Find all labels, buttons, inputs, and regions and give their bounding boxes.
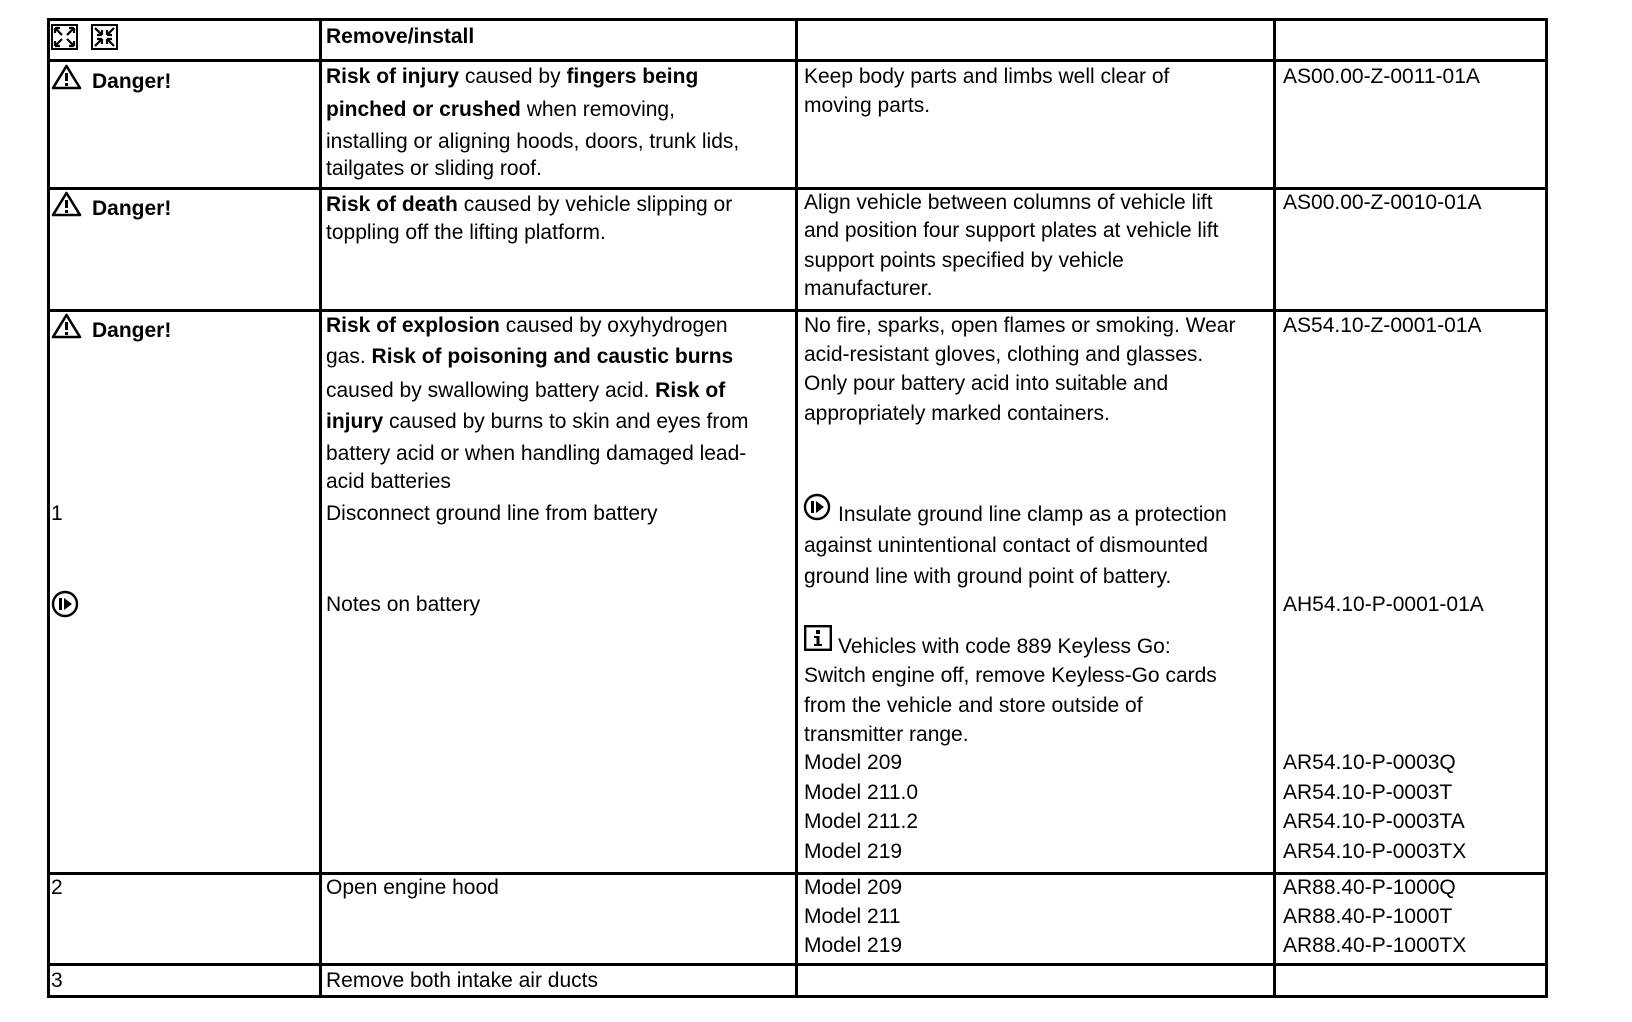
model-label: Model 209 (804, 751, 903, 774)
risk-line: Risk of injury caused by fingers being (326, 65, 699, 88)
doc-reference-link[interactable]: AR88.40-P-1000T (1283, 905, 1453, 928)
model-label: Model 219 (804, 840, 903, 863)
step-text: Open engine hood (326, 876, 499, 899)
info-icon (804, 625, 832, 651)
measure-line: No fire, sparks, open flames or smoking. Wear (804, 314, 1236, 337)
column-divider (795, 21, 798, 995)
info-line: transmitter range. (804, 723, 969, 746)
info-line: from the vehicle and store outside of (804, 694, 1143, 717)
risk-line: battery acid or when handling damaged lead- (326, 442, 747, 465)
step-number: 1 (51, 502, 63, 525)
doc-reference-link[interactable]: AS54.10-Z-0001-01A (1283, 314, 1482, 337)
measure-line: appropriately marked containers. (804, 402, 1110, 425)
note-arrow-icon[interactable] (51, 590, 79, 618)
doc-reference-link[interactable]: AH54.10-P-0001-01A (1283, 593, 1484, 616)
risk-line: Risk of death caused by vehicle slipping or (326, 193, 733, 216)
measure-line: Align vehicle between columns of vehicle lift (804, 191, 1213, 214)
risk-line: injury caused by burns to skin and eyes from (326, 410, 749, 433)
doc-reference-link[interactable]: AR88.40-P-1000TX (1283, 934, 1467, 957)
risk-line: caused by swallowing battery acid. Risk of (326, 379, 726, 402)
risk-line: acid batteries (326, 470, 451, 493)
step-number: 2 (51, 876, 63, 899)
danger-label: Danger! (92, 197, 172, 220)
model-label: Model 209 (804, 876, 903, 899)
step-text: Disconnect ground line from battery (326, 502, 658, 525)
warning-triangle-icon (51, 313, 82, 339)
doc-reference-link[interactable]: AR54.10-P-0003TX (1283, 840, 1467, 863)
model-label: Model 211.2 (804, 810, 919, 833)
model-label: Model 211.0 (804, 781, 919, 804)
collapse-arrows-icon[interactable] (91, 24, 118, 50)
risk-line: gas. Risk of poisoning and caustic burns (326, 345, 734, 368)
info-line: Vehicles with code 889 Keyless Go: (838, 635, 1171, 658)
expand-arrows-icon[interactable] (51, 24, 78, 50)
doc-reference-link[interactable]: AR54.10-P-0003TA (1283, 810, 1465, 833)
note-line: Insulate ground line clamp as a protection (838, 503, 1227, 526)
measure-line: manufacturer. (804, 277, 933, 300)
note-arrow-icon (803, 493, 831, 521)
doc-reference-link[interactable]: AR88.40-P-1000Q (1283, 876, 1456, 899)
danger-label: Danger! (92, 319, 172, 342)
step-text: Remove both intake air ducts (326, 969, 598, 992)
risk-line: toppling off the lifting platform. (326, 221, 606, 244)
model-label: Model 219 (804, 934, 903, 957)
note-line: against unintentional contact of dismounted (804, 534, 1208, 557)
doc-reference-link[interactable]: AS00.00-Z-0011-01A (1283, 65, 1480, 88)
info-line: Switch engine off, remove Keyless-Go cards (804, 664, 1217, 687)
column-divider (319, 21, 322, 995)
page-title: Remove/install (326, 25, 475, 48)
risk-line: installing or aligning hoods, doors, trunk lids, (326, 130, 740, 153)
model-label: Model 211 (804, 905, 901, 928)
step-number: 3 (51, 969, 63, 992)
warning-triangle-icon (51, 64, 82, 90)
doc-reference-link[interactable]: AR54.10-P-0003T (1283, 781, 1453, 804)
measure-line: moving parts. (804, 94, 931, 117)
measure-line: Only pour battery acid into suitable and (804, 372, 1169, 395)
risk-line: tailgates or sliding roof. (326, 157, 542, 180)
doc-reference-link[interactable]: AR54.10-P-0003Q (1283, 751, 1456, 774)
doc-reference-link[interactable]: AS00.00-Z-0010-01A (1283, 191, 1482, 214)
risk-line: pinched or crushed when removing, (326, 98, 675, 121)
danger-label: Danger! (92, 70, 172, 93)
note-line: ground line with ground point of battery. (804, 565, 1172, 588)
measure-line: acid-resistant gloves, clothing and glasses. (804, 343, 1204, 366)
measure-line: Keep body parts and limbs well clear of (804, 65, 1170, 88)
warning-triangle-icon (51, 191, 82, 217)
column-divider (1273, 21, 1276, 995)
step-text: Notes on battery (326, 593, 481, 616)
measure-line: and position four support plates at vehicle lift (804, 219, 1219, 242)
risk-line: Risk of explosion caused by oxyhydrogen (326, 314, 728, 337)
measure-line: support points specified by vehicle (804, 249, 1124, 272)
